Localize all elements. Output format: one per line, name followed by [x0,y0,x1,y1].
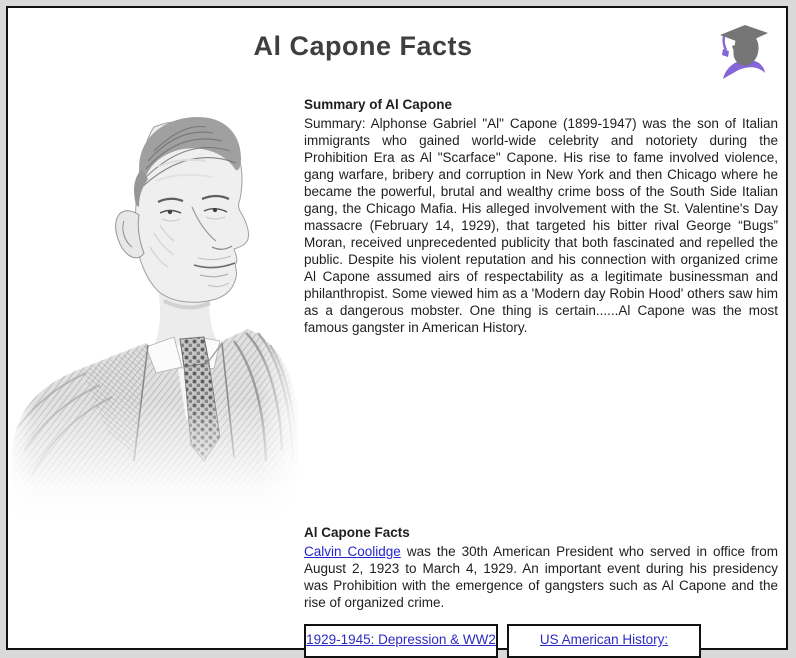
content-columns [8,96,786,647]
summary-section [304,96,778,336]
calvin-coolidge-link[interactable]: Calvin Coolidge [304,544,401,559]
text-column [304,96,786,647]
summary-heading: Summary of Al Capone [304,97,453,112]
facts-heading: Al Capone Facts [304,525,410,540]
facts-section [304,524,778,658]
graduate-cap-icon [718,22,770,80]
portrait-sketch [8,96,304,517]
facts-paragraph-text: was the 30th American President who served in office from August 2, 1923 to March 4, 1929. An important event during his presidency was Prohibition with the emergence of gangsters such as Al Capone and the rise of organized crime. [304,544,778,610]
nav-button-us-american-history[interactable]: US American History: [507,624,701,658]
nav-button-row [304,624,778,658]
facts-paragraph [304,543,778,611]
title-area [8,8,718,62]
page-title: Al Capone Facts [253,31,473,61]
summary-paragraph: Summary: Alphonse Gabriel "Al" Capone (1899-1947) was the son of Italian immigrants who gained world-wide celebrity and notoriety during the Prohibition Era as Al "Scarface" Capone. His rise to fame involved violence, gang warfare, bribery and corruption in New York and then Chicago where he became the powerful, brutal and wealthy crime boss of the South Side Italian gang, the Chicago Mafia. His alleged involvement with the St. Valentine's Day massacre (February 14, 1929), that targeted his bitter rival George “Bugs” Moran, received unprecedented publicity that both fascinated and repelled the public. Despite his violent reputation and his connection with organized crime Al Capone assumed airs of respectability as a legitimate businessman and philanthropist. Some viewed him as a 'Modern day Robin Hood' others saw him as a dangerous mobster. One thing is certain......Al Capone was the most famous gangster in American History. [304,116,778,335]
page-frame [6,6,788,650]
nav-button-depression-ww2[interactable]: 1929-1945: Depression & WW2 [304,624,498,658]
page-header [8,8,786,80]
